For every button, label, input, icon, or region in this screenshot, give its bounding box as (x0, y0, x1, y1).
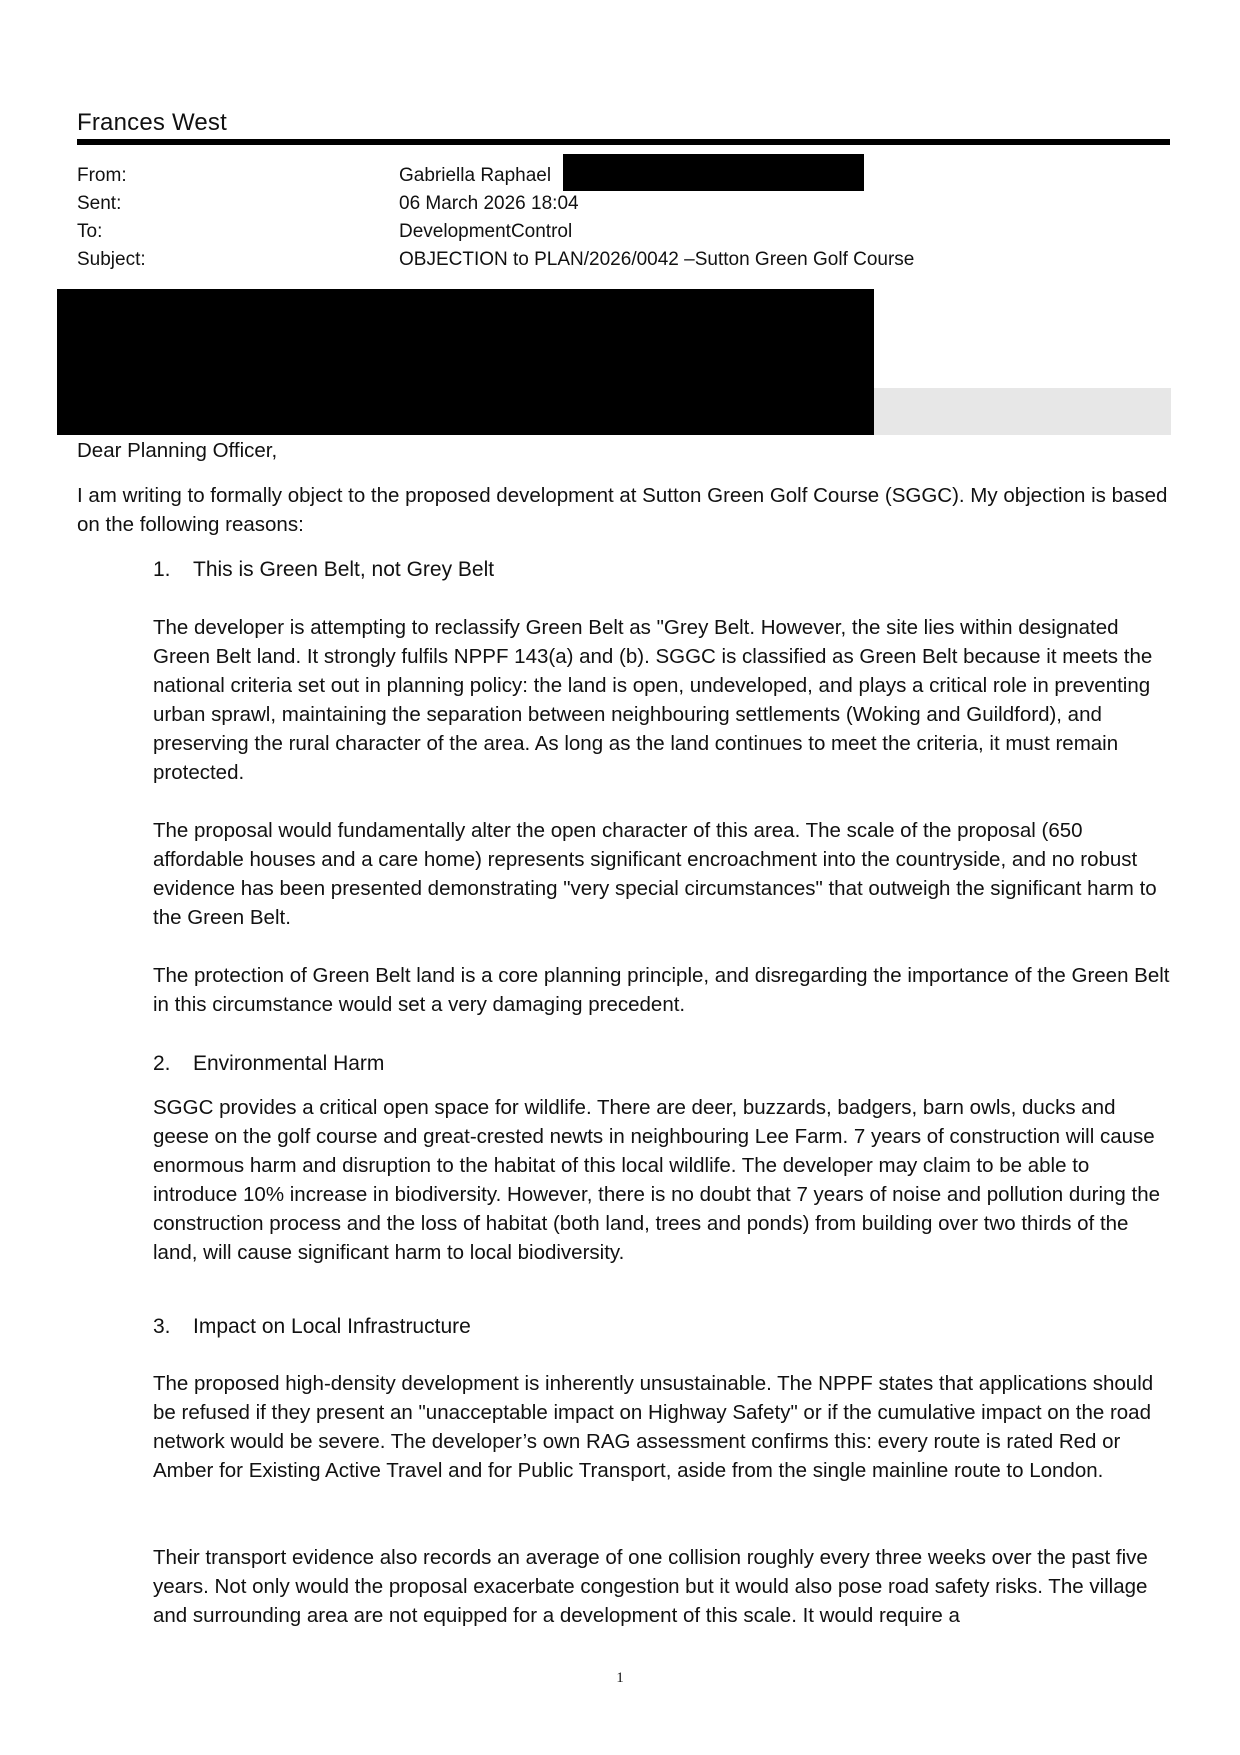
grey-highlight-band (874, 388, 1171, 435)
redacted-email-address (563, 154, 864, 191)
from-label: From: (77, 165, 127, 186)
subject-label: Subject: (77, 249, 146, 270)
section-heading (153, 1049, 384, 1078)
section-paragraph: The proposal would fundamentally alter the open character of this area. The scale of the proposal (650 affordable houses and a care home) represents significant encroachment into the countryside, and no robust evidence has been presented demonstrating "very special circumstances" that outweigh the significant harm to the Green Belt. (153, 819, 1157, 929)
to-value: DevelopmentControl (399, 221, 573, 242)
section-heading (153, 1312, 471, 1341)
email-to-row (77, 218, 1170, 245)
email-sent-row (77, 190, 1170, 217)
sent-label: Sent: (77, 193, 122, 214)
page-number: 1 (616, 1670, 624, 1686)
section-title: Impact on Local Infrastructure (193, 1315, 471, 1338)
salutation: Dear Planning Officer, (77, 439, 278, 462)
section-title: Environmental Harm (193, 1052, 385, 1075)
header-divider (77, 139, 1170, 145)
section-paragraph: The proposed high-density development is inherently unsustainable. The NPPF states that applications should be refused if they present an "unacceptable impact on Highway Safety" or if the cumulative impact on the road network would be severe. The developer’s own RAG assessment confirms this: every route is rated Red or Amber for Existing Active Travel and for Public Transport, aside from the single mainline route to London. (153, 1372, 1154, 1482)
subject-value: OBJECTION to PLAN/2026/0042 –Sutton Green Golf Course (399, 249, 915, 270)
redacted-content-block (57, 289, 874, 435)
section-paragraph: Their transport evidence also records an average of one collision roughly every three weeks over the past five years. Not only would the proposal exacerbate congestion but it would also pose road safety risks. The village and surrounding area are not equipped for a development of this scale. It would require a (153, 1546, 1148, 1627)
section-paragraph: The protection of Green Belt land is a core planning principle, and disregarding the importance of the Green Belt in this circumstance would set a very damaging precedent. (153, 964, 1170, 1016)
section-heading (153, 555, 494, 584)
section-number: 2. (153, 1052, 171, 1075)
section-number: 1. (153, 558, 171, 581)
mailbox-owner-name: Frances West (77, 109, 227, 136)
section-number: 3. (153, 1315, 171, 1338)
section-paragraph: The developer is attempting to reclassify Green Belt as "Grey Belt. However, the site lies within designated Green Belt land. It strongly fulfils NPPF 143(a) and (b). SGGC is classified as Green Belt because it meets the national criteria set out in planning policy: the land is open, undeveloped, and plays a critical role in preventing urban sprawl, maintaining the separation between neighbouring settlements (Woking and Guildford), and preserving the rural character of the area. As long as the land continues to meet the criteria, it must remain protected. (153, 616, 1153, 784)
from-value: Gabriella Raphael (399, 165, 552, 186)
section-paragraph: SGGC provides a critical open space for wildlife. There are deer, buzzards, badgers, barn owls, ducks and geese on the golf course and great-crested newts in neighbouring Lee Farm. 7 years of construction will cause enormous harm and disruption to the habitat of this local wildlife. The developer may claim to be able to introduce 10% increase in biodiversity. However, there is no doubt that 7 years of noise and pollution during the construction process and the loss of habitat (both land, trees and ponds) from building over two thirds of the land, will cause significant harm to local biodiversity. (153, 1096, 1161, 1264)
to-label: To: (77, 221, 103, 242)
section-title: This is Green Belt, not Grey Belt (193, 558, 495, 581)
intro-paragraph: I am writing to formally object to the proposed development at Sutton Green Golf Course (SGGC). My objection is based on the following reasons: (77, 484, 1168, 536)
sent-value: 06 March 2026 18:04 (399, 193, 579, 214)
email-subject-row (77, 246, 1170, 273)
